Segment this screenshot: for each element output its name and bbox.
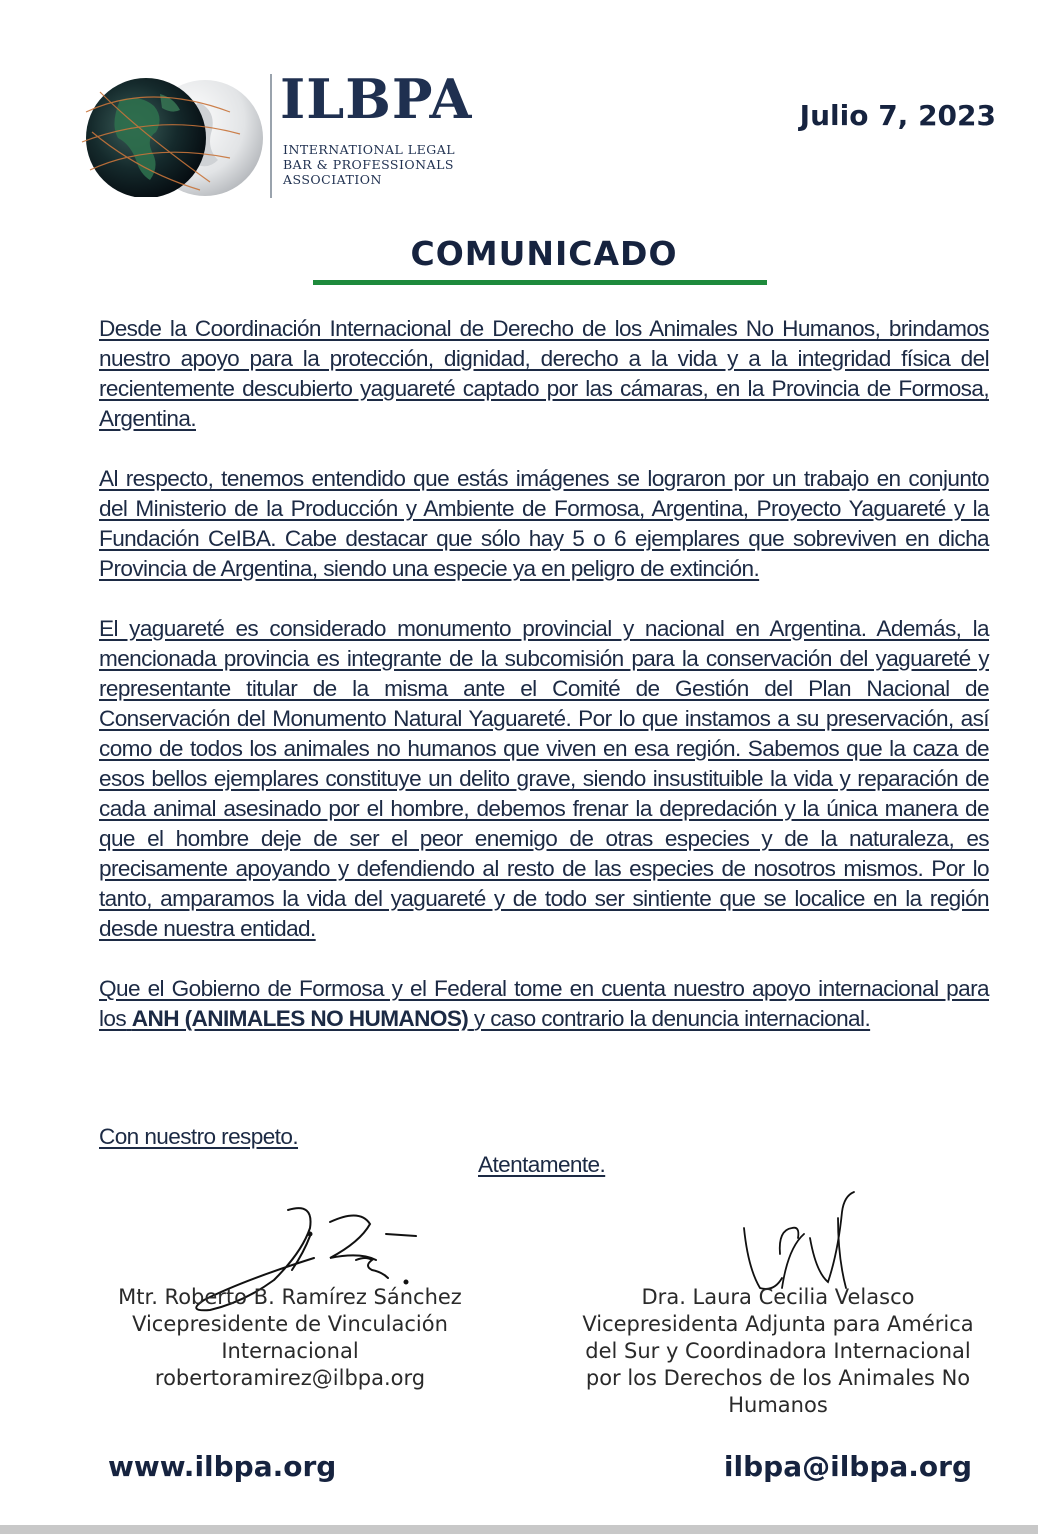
signatory-2-role: por los Derechos de los Animales No <box>585 1366 971 1390</box>
signatory-2-role: Vicepresidenta Adjunta para América <box>582 1312 974 1336</box>
closing-line: Con nuestro respeto. <box>99 1124 299 1149</box>
paragraph-4-bold: ANH (ANIMALES NO HUMANOS) <box>131 1006 469 1031</box>
signatory-2-role: Humanos <box>728 1393 828 1417</box>
document-date: Julio 7, 2023 <box>799 99 996 132</box>
logo-divider <box>270 74 272 198</box>
logo-subtitle <box>283 142 455 187</box>
regards-line: Atentamente. <box>478 1152 606 1177</box>
letter-body <box>99 314 989 1034</box>
logo-subtitle-line: INTERNATIONAL LEGAL <box>283 142 456 157</box>
logo-subtitle-line: BAR & PROFESSIONALS <box>283 157 454 172</box>
signatory-1-role: Internacional <box>221 1339 359 1363</box>
paragraph-4-text: Que el Gobierno de Formosa y el Federal tome en cuenta nuestro apoyo internacional para los <box>99 976 989 1031</box>
logo-subtitle-line: ASSOCIATION <box>283 172 382 187</box>
footer-website: www.ilbpa.org <box>108 1450 337 1483</box>
signatory-2-role: del Sur y Coordinadora Internacional <box>585 1339 971 1363</box>
ilbpa-logo <box>80 68 500 202</box>
signatory-1 <box>100 1284 480 1392</box>
page-title: COMUNICADO <box>410 234 678 273</box>
paragraph-3: El yaguareté es considerado monumento provincial y nacional en Argentina. Además, la mencionada provincia es integrante de la subcomisión para la conservación del yaguareté y representante titular de la misma ante el Comité de Gestión del Plan Nacional de Conservación del Monumento Natural Yaguareté. Por lo que instamos a su preservación, así como de todos los animales no humanos que viven en esa región. Sabemos que la caza de esos bellos ejemplares constituye un delito grave, siendo insustituible la vida y reparación de cada animal asesinado por el hombre, debemos frenar la depredación y la única manera de que el hombre deje de ser el peor enemigo de otras especies y de la naturaleza, es precisamente apoyando y defendiendo al resto de las especies de nosotros mismos. Por lo tanto, amparamos la vida del yaguareté y de todo ser sintiente que se localice en la región desde nuestra entidad. <box>99 616 989 941</box>
page-bottom-edge <box>0 1525 1038 1534</box>
paragraph-4 <box>99 974 989 1034</box>
signatory-2-name: Dra. Laura Cecilia Velasco <box>641 1285 915 1309</box>
signatory-1-email: robertoramirez@ilbpa.org <box>154 1366 426 1390</box>
paragraph-4-text-end: y caso contrario la denuncia internacional. <box>473 1006 871 1031</box>
globe-logo-icon <box>80 72 265 197</box>
footer-email: ilbpa@ilbpa.org <box>723 1450 972 1483</box>
logo-name: ILBPA <box>280 67 473 131</box>
signatory-2 <box>566 1284 990 1419</box>
signatory-1-name: Mtr. Roberto B. Ramírez Sánchez <box>118 1285 462 1309</box>
paragraph-1: Desde la Coordinación Internacional de Derecho de los Animales No Humanos, brindamos nuestro apoyo para la protección, dignidad, derecho a la vida y a la integridad física del recientemente descubierto yaguareté captado por las cámaras, en la Provincia de Formosa, Argentina. <box>99 316 989 431</box>
signatory-1-role: Vicepresidente de Vinculación <box>132 1312 448 1336</box>
paragraph-2: Al respecto, tenemos entendido que estás imágenes se lograron por un trabajo en conjunto del Ministerio de la Producción y Ambiente de Formosa, Argentina, Proyecto Yaguareté y la Fundación CeIBA. Cabe destacar que sólo hay 5 o 6 ejemplares que sobreviven en dicha Provincia de Argentina, siendo una especie ya en peligro de extinción. <box>99 466 989 581</box>
title-underline <box>313 280 767 285</box>
